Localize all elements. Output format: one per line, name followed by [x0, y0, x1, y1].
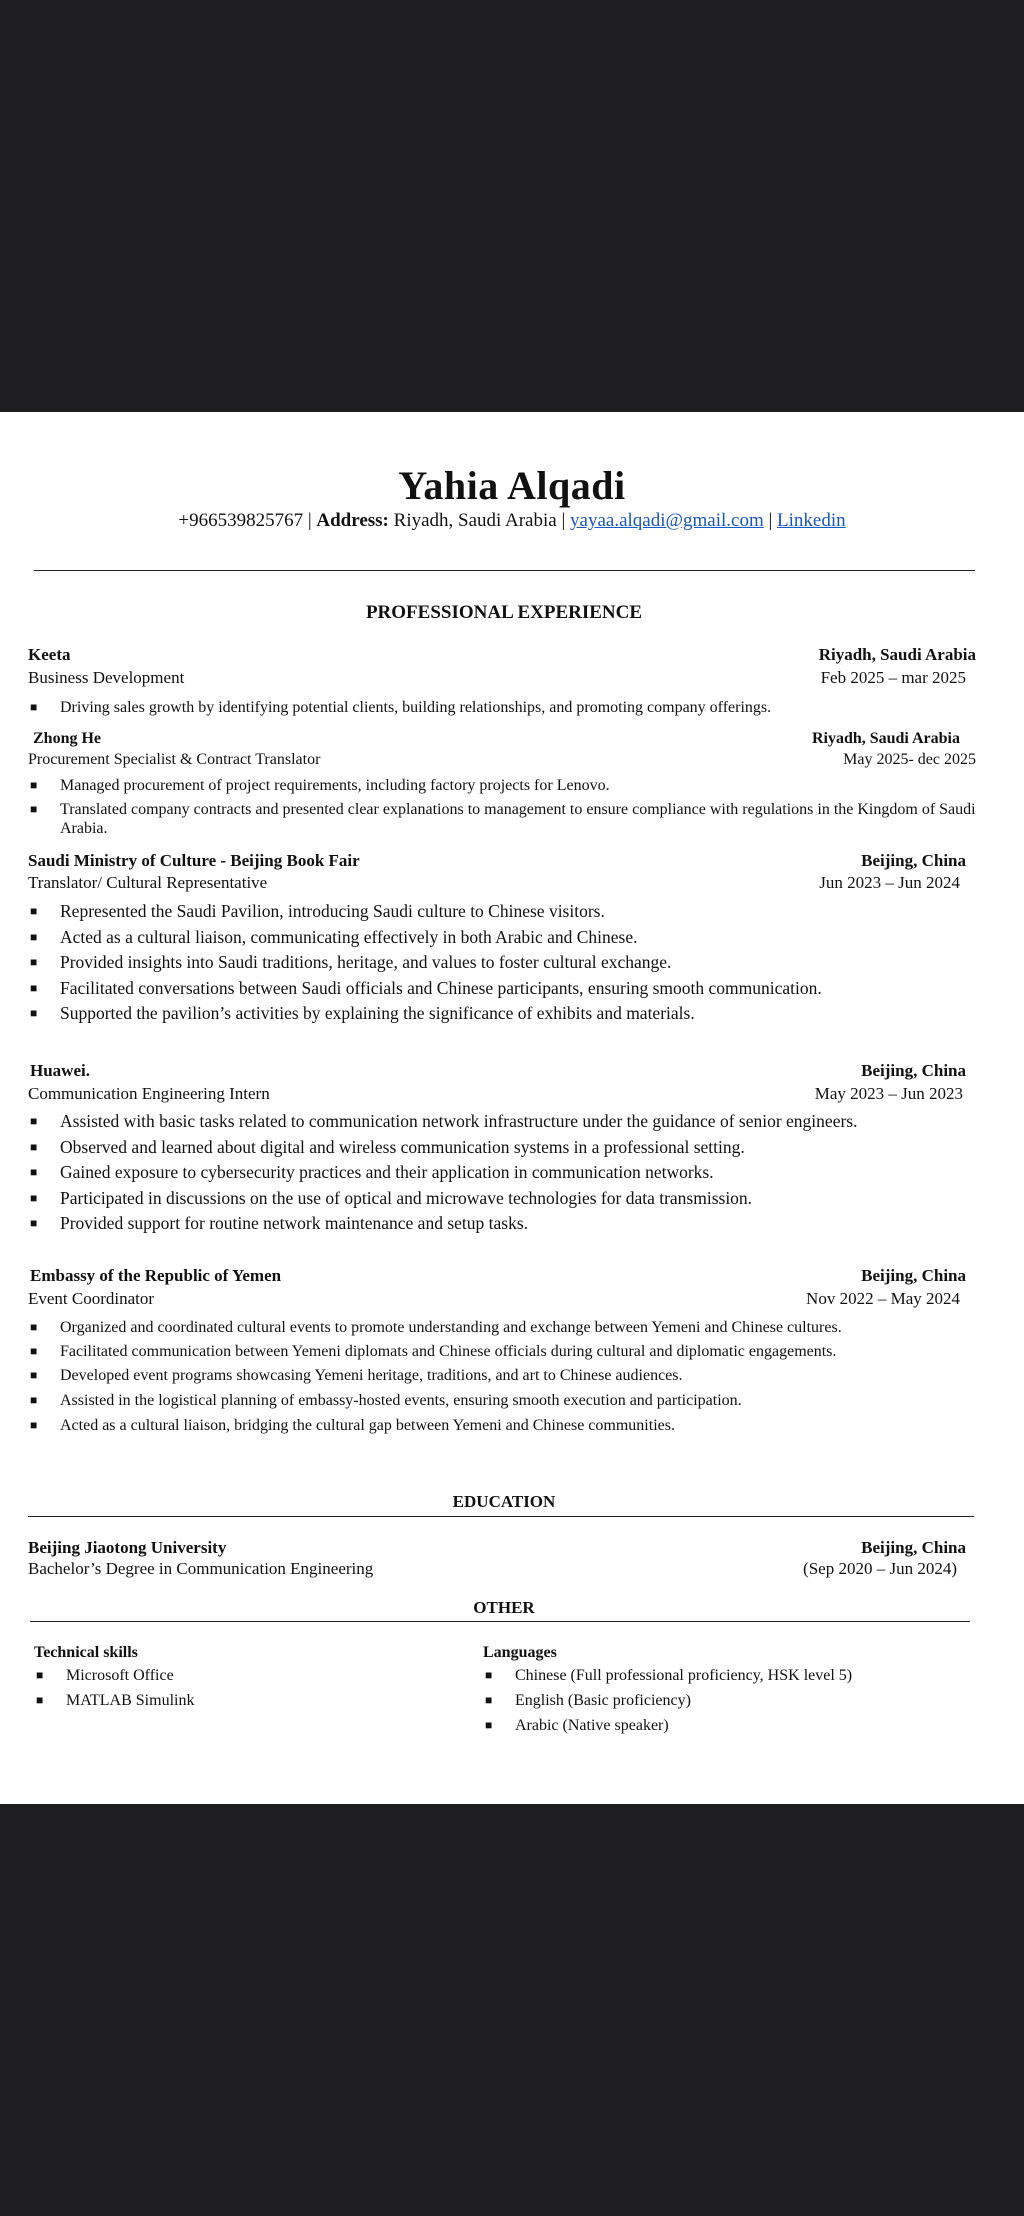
list-item: ■ Driving sales growth by identifying potential clients, building relationships, and promoting company offerings. — [30, 699, 772, 716]
education-degree: Bachelor’s Degree in Communication Engineering — [28, 1559, 374, 1578]
list-item: ■ Gained exposure to cybersecurity practices and their application in communication networks. — [28, 1160, 1008, 1186]
section-title-other: OTHER — [473, 1598, 535, 1617]
bullet-icon: ■ — [485, 1693, 493, 1707]
job-role: Translator/ Cultural Representative — [28, 873, 268, 892]
education-location: Beijing, China — [861, 1538, 966, 1557]
list-item: ■ Assisted with basic tasks related to communication network infrastructure under the guidance of senior engineers. — [28, 1109, 1008, 1135]
bullet-icon: ■ — [30, 904, 38, 918]
bullet-icon: ■ — [30, 1114, 38, 1128]
education-divider — [28, 1516, 974, 1517]
bullet-icon: ■ — [30, 700, 38, 714]
header-divider — [34, 570, 975, 571]
list-item: ■ Participated in discussions on the use of optical and microwave technologies for data transmission. — [28, 1186, 1008, 1212]
job-location: Beijing, China — [861, 851, 966, 870]
job-company: Huawei. — [30, 1061, 90, 1080]
section-title-education: EDUCATION — [452, 1492, 556, 1511]
bullet-icon: ■ — [30, 1139, 38, 1154]
bullet-icon: ■ — [30, 929, 38, 944]
bullet-icon: ■ — [30, 1320, 38, 1334]
list-item: ■ Developed event programs showcasing Yemeni heritage, traditions, and art to Chinese audiences. — [30, 1367, 683, 1384]
job-location: Riyadh, Saudi Arabia — [818, 645, 976, 664]
job-location: Beijing, China — [861, 1266, 966, 1285]
other-divider — [30, 1621, 970, 1622]
bullet-icon: ■ — [30, 1165, 38, 1179]
job-role: Event Coordinator — [28, 1289, 155, 1308]
job-bullets — [28, 1317, 868, 1436]
linkedin-link[interactable]: Linkedin — [777, 510, 846, 531]
list-item: ■ Chinese (Full professional proficiency, HSK level 5) — [485, 1667, 853, 1684]
address: Riyadh, Saudi Arabia — [393, 510, 557, 531]
bullet-icon: ■ — [30, 1418, 38, 1432]
separator: | — [307, 510, 312, 531]
job-company: Saudi Ministry of Culture - Beijing Book Fair — [28, 851, 360, 870]
job-bullets — [28, 697, 1008, 718]
phone: +966539825767 — [178, 510, 304, 531]
job-bullets — [28, 775, 1008, 838]
separator: | — [561, 510, 566, 531]
list-item: ■ Facilitated communication between Yemeni diplomats and Chinese officials during cultural and diplomatic engagements. — [30, 1343, 837, 1360]
job-role: Procurement Specialist & Contract Translator — [28, 751, 321, 768]
skills-list — [34, 1665, 454, 1711]
bullet-icon: ■ — [30, 955, 38, 969]
job-dates: Nov 2022 – May 2024 — [806, 1289, 960, 1308]
section-title-experience: PROFESSIONAL EXPERIENCE — [365, 602, 643, 623]
bullet-icon: ■ — [485, 1668, 493, 1682]
job-location: Riyadh, Saudi Arabia — [811, 730, 960, 747]
job-dates: Feb 2025 – mar 2025 — [820, 668, 966, 687]
job-dates: May 2023 – Jun 2023 — [814, 1084, 963, 1103]
bullet-icon: ■ — [30, 1393, 38, 1407]
list-item: ■ Organized and coordinated cultural events to promote understanding and exchange between Yemeni and Chinese cultures. — [30, 1319, 842, 1336]
list-item: ■ English (Basic proficiency) — [485, 1692, 691, 1709]
list-item: ■ Arabic (Native speaker) — [485, 1717, 669, 1734]
list-item: ■ Translated company contracts and presented clear explanations to management to ensure compliance with regulations in the Kingdom of Saudi Arabia. — [30, 801, 976, 837]
address-label: Address: — [316, 510, 389, 531]
bullet-icon: ■ — [36, 1693, 44, 1707]
skills-title: Technical skills — [34, 1644, 138, 1661]
education-school: Beijing Jiaotong University — [28, 1538, 227, 1557]
job-role: Communication Engineering Intern — [28, 1084, 270, 1103]
job-dates: May 2025- dec 2025 — [843, 751, 976, 768]
bullet-icon: ■ — [36, 1668, 44, 1682]
bullet-icon: ■ — [30, 778, 38, 792]
job-dates: Jun 2023 – Jun 2024 — [819, 873, 960, 892]
list-item: ■ Provided support for routine network maintenance and setup tasks. — [28, 1211, 1008, 1237]
list-item: ■ Assisted in the logistical planning of embassy-hosted events, ensuring smooth execution and participation. — [30, 1392, 742, 1409]
list-item: ■ Managed procurement of project requirements, including factory projects for Lenovo. — [30, 777, 610, 794]
list-item: ■ Supported the pavilion’s activities by explaining the significance of exhibits and materials. — [28, 1001, 1008, 1027]
email-link[interactable]: yayaa.alqadi@gmail.com — [570, 510, 764, 531]
bullet-icon: ■ — [30, 802, 38, 816]
job-role: Business Development — [28, 668, 185, 687]
separator: | — [768, 510, 773, 531]
contact-line — [0, 510, 1024, 532]
languages-list — [483, 1665, 1003, 1736]
list-item: ■ Represented the Saudi Pavilion, introducing Saudi culture to Chinese visitors. — [28, 899, 1008, 925]
list-item: ■ Acted as a cultural liaison, communicating effectively in both Arabic and Chinese. — [28, 925, 1008, 951]
job-company: Zhong He — [33, 730, 102, 747]
bullet-icon: ■ — [30, 1344, 38, 1358]
bullet-icon: ■ — [30, 1190, 38, 1205]
list-item: ■ Microsoft Office — [36, 1667, 174, 1684]
resume-page — [0, 412, 1024, 1804]
list-item: ■ Facilitated conversations between Saudi officials and Chinese participants, ensuring smooth communication. — [28, 976, 1008, 1002]
job-company: Embassy of the Republic of Yemen — [30, 1266, 282, 1285]
list-item: ■ Provided insights into Saudi traditions, heritage, and values to foster cultural exchange. — [28, 950, 1008, 976]
job-bullets — [28, 899, 1008, 1027]
job-location: Beijing, China — [861, 1061, 966, 1080]
list-item: ■ Observed and learned about digital and wireless communication systems in a professional setting. — [28, 1135, 1008, 1161]
job-company: Keeta — [28, 645, 71, 664]
bullet-icon: ■ — [30, 980, 38, 995]
list-item: ■ MATLAB Simulink — [36, 1692, 195, 1709]
bullet-icon: ■ — [30, 1216, 38, 1230]
bullet-icon: ■ — [30, 1368, 38, 1382]
list-item: ■ Acted as a cultural liaison, bridging the cultural gap between Yemeni and Chinese communities. — [30, 1417, 675, 1434]
job-bullets — [28, 1109, 1008, 1237]
languages-title: Languages — [483, 1644, 557, 1661]
bullet-icon: ■ — [485, 1718, 493, 1732]
education-dates: (Sep 2020 – Jun 2024) — [803, 1559, 957, 1578]
bullet-icon: ■ — [30, 1006, 38, 1020]
candidate-name: Yahia Alqadi — [398, 463, 626, 508]
